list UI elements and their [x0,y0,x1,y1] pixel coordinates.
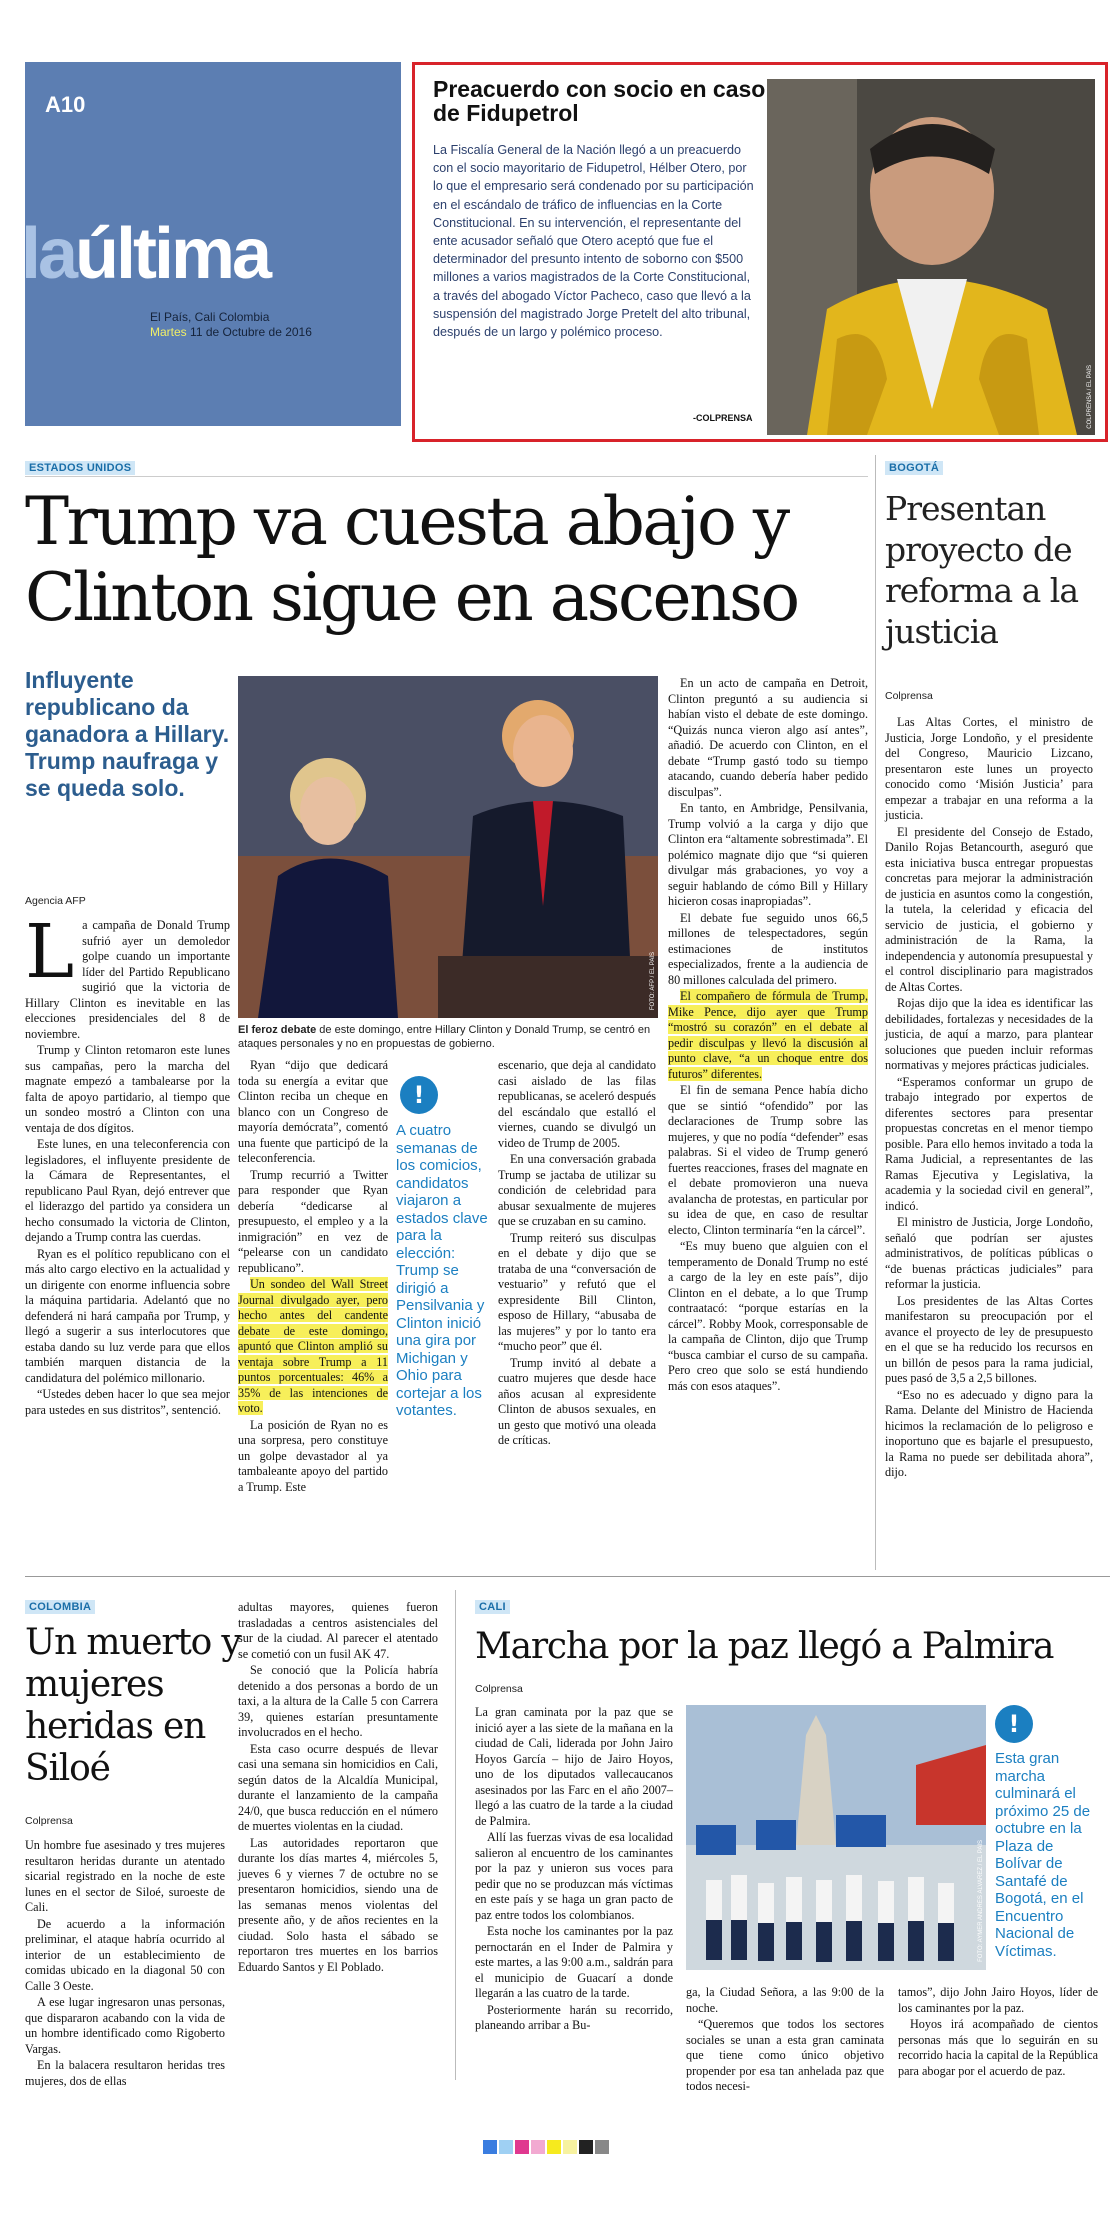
debate-photo-credit: FOTO: AFP / EL PAÍS [650,951,656,1010]
siloe-col2 [238,1600,438,1976]
teaser-title: Preacuerdo con socio en caso de Fidupetrol [433,76,766,126]
divider [25,476,868,477]
trump-col4-highlight [668,989,868,1082]
page-number: A10 [45,92,86,117]
palmira-p8: Hoyos irá acompañado de cientos personas más que lo seguirán en su recorrido hacia la capital de la República para abogar por el acuerdo de paz. [898,2017,1098,2078]
trump-col1-p3: Ryan es el político republicano con el más alto cargo electivo en la actualidad y un dirigente con enorme influencia sobre la máquina partidaria. Adelantó que no defenderá ni hará campaña por Trump, y llegó a sugerir a sus interlocutores que estaba dando su luz verde para que ellos también marquen distancia de la candidatura del polémico millonario. [25,1246,230,1385]
palmira-col2 [686,1985,884,2096]
trump-col1 [25,909,230,1419]
trump-col4-p3: El debate fue seguido unos 66,5 millones de telespectadores, según estimaciones de institutos especializados, frente a la audiencia de 80 millones calculada del primero. [668,910,868,987]
trump-col1-p2: Este lunes, en una teleconferencia con legisladores, el influyente presidente de la Cámara de Representantes, el republicano Paul Ryan, dejó entrever que el liderazgo del partido ya considera un hecho consumado la victoria de Clinton, dejando a Trump contra las cuerdas. [25,1137,230,1244]
info-icon: ! [995,1705,1033,1743]
column-divider [455,1590,456,2080]
caption-bold: El feroz debate [238,1024,317,1036]
trump-col1-p1: Trump y Clinton retomaron este lunes sus campañas, pero la marcha del magnate empezó a tambalearse por la falta de apoyo partidario, al tiempo que un sondeo mostró a Clinton con una ventaja de dos dígitos. [25,1043,230,1135]
swatch [499,2140,513,2154]
trump-col4 [668,676,868,1395]
siloe-p2: De acuerdo a la información preliminar, el ataque habría ocurrido al interior de un establecimiento de comidas ubicado en la diagonal 50 con Calle 3 Oeste. [25,1916,225,1993]
siloe-p8: Las autoridades reportaron que durante los días martes 4, miércoles 5, jueves 6 y viernes 7 de octubre no se presentaron homicidios, siendo una de las semanas menos violentas del presente año, y de años recientes en la ciudad. Solo hasta el sábado se reportaron tres muertes en los barrios Eduardo Santos y El Poblado. [238,1835,438,1974]
march-photo [686,1705,986,1970]
trump-col3-p1: escenario, que deja al candidato casi aislado de las filas republicanas, se aceleró después del escándalo que estalló el viernes, cuando se divulgó un video de Trump de 2005. [498,1058,656,1150]
swatch [483,2140,497,2154]
trump-agency: Agencia AFP [25,895,86,907]
bogota-p4: “Esperamos conformar un grupo de trabajo integrado por expertos de diferentes sectores para presentar propuestas concretas en el menor tiempo posible. Para ello hemos invitado a toda la Rama Judicial, a representantes de las Ramas Ejecutiva y Legislativa, la academia y la sociedad civil en general”, indicó. [885,1074,1093,1213]
bogota-p1: Las Altas Cortes, el ministro de Justicia, Jorge Londoño, y el presidente del Congreso, Mauricio Lizcano, presentaron este lunes un proyecto conocido como ‘Misión Justicia’ para empezar a trabajar en una reforma a la justicia. [885,715,1093,822]
bogota-p3: Rojas dijo que la idea es identificar las debilidades, fortalezas y necesidades de la justicia, de aquí a marzo, para plantear soluciones que pueden incluir reformas normativas y mejores prácticas judiciales. [885,996,1093,1072]
siloe-agency: Colprensa [25,1815,73,1827]
trump-col4-p2: En tanto, en Ambridge, Pensilvania, Trump volvió a la carga y dijo que Clinton era “altamente sobrestimada”. El polémico magnate dijo que “si quieren divulgar más grabaciones, yo voy a seguir hablando de cómo Bill y Hillary hicieron cosas inapropiadas”. [668,801,869,908]
teaser-box [412,62,1108,442]
section-label-bogota: BOGOTÁ [885,461,943,475]
debate-photo-illustration [238,676,658,1018]
bogota-p7: “Eso no es adecuado y digno para la Rama. Delante del Ministro de Hacienda hicimos la reclamación de lo peligroso e inoportuno que es bajarle el presupuesto, la Rama no puede ser debilitada ahora”, dijo. [885,1387,1093,1479]
palmira-p1: La gran caminata por la paz que se inició ayer a las siete de la mañana en la ciudad de Cali, liderada por John Jairo Hoyos García – hijo de Jairo Hoyos, uno de los diputados vallecaucanos asesinados por las Farc en el año 2007– llegó a las cuatro de la tarde a la ciudad de Palmira. [475,1705,673,1828]
trump-col2-p1: Ryan “dijo que dedicará toda su energía a evitar que Clinton reciba un cheque en blanco con un Congreso de mayoría demócrata”, comentó una fuente que participó de la teleconferencia. [238,1058,388,1165]
palmira-col1 [475,1705,673,2035]
bogota-agency: Colprensa [885,690,933,702]
siloe-col1 [25,1838,225,2090]
teaser-photo-credit: COLPRENSA / EL PAÍS [1087,365,1093,429]
march-photo-illustration [686,1705,986,1970]
trump-col2-highlight [238,1277,388,1417]
column-divider [875,455,876,1570]
trump-col4-p4: El fin de semana Pence había dicho que se sintió “ofendido” por las declaraciones de Trump sobre las mujeres, y que no podía “defender” esas palabras. Si el video de Trump generó fuertes reacciones, frases del magnate en el debate promovieron una nueva avalancha de protestas, en particular por su idea de que, en caso de resultar electo, Clinton terminaría “en la cárcel”. [668,1083,868,1237]
info-icon: ! [400,1076,438,1114]
palmira-p6: “Queremos que todos los sectores sociales se unan a esta gran caminata que tiene como único objetivo propender por esa tan anhelada paz que todos necesi- [686,2017,884,2093]
march-photo-credit: FOTO: AYMER ANDRÉS ÁLVAREZ / EL PAÍS [978,1840,984,1962]
section-label-cali: CALI [475,1600,510,1614]
bogota-p5: El ministro de Justicia, Jorge Londoño, señaló que podrían ser ajustes administrativos, de políticas públicas o “de buenas prácticas judiciales” para reformar la justicia. [885,1215,1093,1291]
siloe-p1: Un hombre fue asesinado y tres mujeres resultaron heridas durante un atentado sicarial registrado en la noche de este lunes en el sector de Siloé, suroeste de Cali. [25,1838,225,1914]
palmira-agency: Colprensa [475,1683,523,1695]
trump-col2-p2: Trump recurrió a Twitter para responder que Ryan debería “dedicarse al presupuesto, el empleo y a la inmigración” en vez de “pelearse con un candidato republicano”. [238,1167,388,1275]
teaser-photo [767,79,1095,435]
section-label-estados-unidos: ESTADOS UNIDOS [25,461,135,475]
siloe-p3: A ese lugar ingresaron unas personas, que dispararon acabando con la vida de un hombre identificado como Rigoberto Vargas. [25,1995,225,2056]
masthead-date: 11 de Octubre de 2016 [190,325,312,339]
siloe-p4: En la balacera resultaron heridas tres mujeres, dos de ellas [25,2058,225,2088]
brand-suffix: última [75,214,270,294]
trump-headline: Trump va cuesta abajo y Clinton sigue en ascenso [25,483,798,636]
highlighted-text: Un sondeo del Wall Street Journal divulgado ayer, pero hecho antes del candente debate de este domingo, apuntó que Clinton amplió su ventaja sobre Trump a 11 puntos porcentuales: 46% a 35% de las intenciones de voto. [238,1277,388,1415]
palmira-p4: Posteriormente harán su recorrido, planeando arribar a Bu- [475,2002,673,2032]
trump-sidebar: A cuatro semanas de los comicios, candidatos viajaron a estados clave para la elección: Trump se dirigió a Pensilvania y Clinton inició una gira por Michigan y Ohio para cortejar a los votantes. [396,1122,488,1419]
siloe-p5: adultas mayores, quienes fueron trasladadas a centros asistenciales del sur de la ciudad. Al parecer el atentado se cometió con un fusil AK 47. [238,1600,438,1661]
teaser-photo-illustration [767,79,1095,435]
masthead-day: Martes [150,325,187,339]
trump-col3 [498,1058,656,1450]
swatch [579,2140,593,2154]
swatch [515,2140,529,2154]
siloe-p6: Se conoció que la Policía habría detenido a dos personas a bordo de un taxi, a la altura de la Calle 5 con Carrera 39, quienes estarían presuntamente involucrados en el hecho. [238,1663,438,1739]
teaser-body: La Fiscalía General de la Nación llegó a un preacuerdo con el socio mayoritario de Fidupetrol, Hélber Otero, por lo que el empresario será condenado por su participación en el escándalo de tráfico de influencias en la Corte Constitucional. En su intervención, el representante del ente acusador señaló que Otero aceptó que fue el determinador del presunto intento de soborno con $500 millones a varios magistrados de la Corte Constitucional, a través del abogado Víctor Pacheco, caso que llevó a la suspensión del magistrado Jorge Pretelt del alto tribunal, después de un largo y polémico proceso. [433,143,754,340]
trump-col4-p1: En un acto de campaña en Detroit, Clinton preguntó a su audiencia si habían visto el debate de este domingo. “Quizás nunca vieron algo así antes”, añadió. De acuerdo con Clinton, en el debate “Trump gastó todo su tiempo atacando, cuando debería haber pedido disculpas”. [668,676,868,799]
swatch [563,2140,577,2154]
trump-col2-p3: La posición de Ryan no es una sorpresa, pero constituye un golpe devastador al ya tambaleante apoyo del partido a Trump. Este [238,1417,388,1494]
bogota-p2: El presidente del Consejo de Estado, Danilo Rojas Betancourth, aseguró que esta iniciativa busca entregar propuestas concretas para mejorar la administración de justicia en asuntos como la congestión, la tutela, la celeridad y eficacia del servicio de justicia, el gobierno y administración de la Rama, la independencia y autonomía presupuestal y el control disciplinario para magistrados de Altas Cortes. [885,824,1093,994]
swatch [547,2140,561,2154]
caption-rest: de este domingo, entre Hillary Clinton y Donald Trump, se centró en ataques personales y no en propuestas de gobierno. [238,1024,651,1050]
trump-col1-p4: “Ustedes deben hacer lo que sea mejor para ustedes en sus distritos”, sentenció. [25,1387,230,1417]
bogota-headline: Presentan proyecto de reforma a la justicia [885,489,1079,651]
palmira-p7: tamos”, dijo John Jairo Hoyos, líder de los caminantes por la paz. [898,1985,1098,2015]
bogota-p6: Los presidentes de las Altas Cortes manifestaron su preocupación por el avance el proyecto de ley de presupuesto en el que se ha reducido los recursos en un billón de pesos para la rama judicial, pues pasó de 3,5 a 2,5 billones. [885,1293,1093,1385]
palmira-p3: Esta noche los caminantes por la paz pernoctarán en el Inder de Palmira y este martes, a las 9:00 a.m., saldrán para el municipio de Guacarí a donde llegarán a las cuatro de la tarde. [475,1924,673,2000]
dropcap: L [25,909,75,995]
highlighted-text: El compañero de fórmula de Trump, Mike Pence, dijo ayer que Trump “mostró su corazón” en el debate al pedir disculpas y llevó la discusión al punto clave, “a un choque entre dos futuros” diferentes. [668,989,868,1081]
swatch [595,2140,609,2154]
debate-caption [238,1023,658,1051]
debate-photo [238,676,658,1018]
palmira-p2: Allí las fuerzas vivas de esa localidad salieron al encuentro de los caminantes por la paz y unieron sus voces para pedir que no se produzcan más víctimas en este país y se haga un gran pacto de paz entre todos los colombianos. [475,1830,673,1922]
brand-logo [21,214,269,294]
trump-col4-p5: “Es muy bueno que alguien con el temperamento de Donald Trump no esté a cargo de la ley en este país”, dijo Clinton en el debate, a lo que Trump contraatacó: “porque estarías en la cárcel”. Robby Mook, corresponsable de la campaña de Clinton, dijo que Trump “busca cambiar el curso de su campaña. Pero creo que solo se está hundiendo más con esos ataques”. [668,1239,868,1393]
trump-col3-p4: Trump invitó al debate a cuatro mujeres que desde hace años acusan al expresidente Clinton de abusos sexuales, en un gesto que motivó una oleada de críticas. [498,1355,656,1447]
palmira-headline: Marcha por la paz llegó a Palmira [475,1626,1054,1667]
masthead-line1: El País, Cali Colombia [150,310,270,324]
siloe-p7: Esta caso ocurre después de llevar casi una semana sin homicidios en Cali, según datos de la Alcaldía Municipal, durante el lanzamiento de la campaña 24/0, que busca reducción en el número de muertes violentas en la ciudad. [238,1741,438,1833]
bogota-body [885,715,1093,1482]
masthead [21,62,401,426]
teaser-credit: -COLPRENSA [693,413,753,423]
trump-col2 [238,1058,388,1496]
brand-prefix: la [21,214,76,294]
trump-deck: Influyente republicano da ganadora a Hillary. Trump naufraga y se queda solo. [25,667,230,801]
palmira-col3 [898,1985,1098,2080]
section-divider [25,1576,1110,1577]
trump-col3-p2: En una conversación grabada Trump se jactaba de utilizar su condición de celebridad para abusar sexualmente de mujeres que se cruzaban en su camino. [498,1152,656,1228]
palmira-p5: ga, la Ciudad Señora, a las 9:00 de la noche. [686,1985,884,2015]
section-label-colombia: COLOMBIA [25,1600,95,1614]
color-calibration-strip [483,2140,611,2159]
trump-lead: a campaña de Donald Trump sufrió ayer un demoledor golpe cuando un importante líder del Partido Republicano sugirió que la victoria de Hillary Clinton es inevitable en las elecciones presidenciales del 8 de noviembre. [25,918,230,1041]
masthead-date-line [150,325,312,339]
palmira-sidebar: Esta gran marcha culminará el próximo 25 de octubre en la Plaza de Bolívar de Santafé de Bogotá, en el Encuentro Nacional de Víctimas. [995,1750,1091,1960]
trump-col3-p3: Trump reiteró sus disculpas en el debate y dijo que se trataba de una “conversación de vestuario” y refutó que el expresidente Bill Clinton, esposo de Hillary, “abusaba de las mujeres” y por lo tanto era “mucho peor” que él. [498,1230,656,1353]
swatch [531,2140,545,2154]
siloe-headline: Un muerto y mujeres heridas en Siloé [25,1622,241,1789]
